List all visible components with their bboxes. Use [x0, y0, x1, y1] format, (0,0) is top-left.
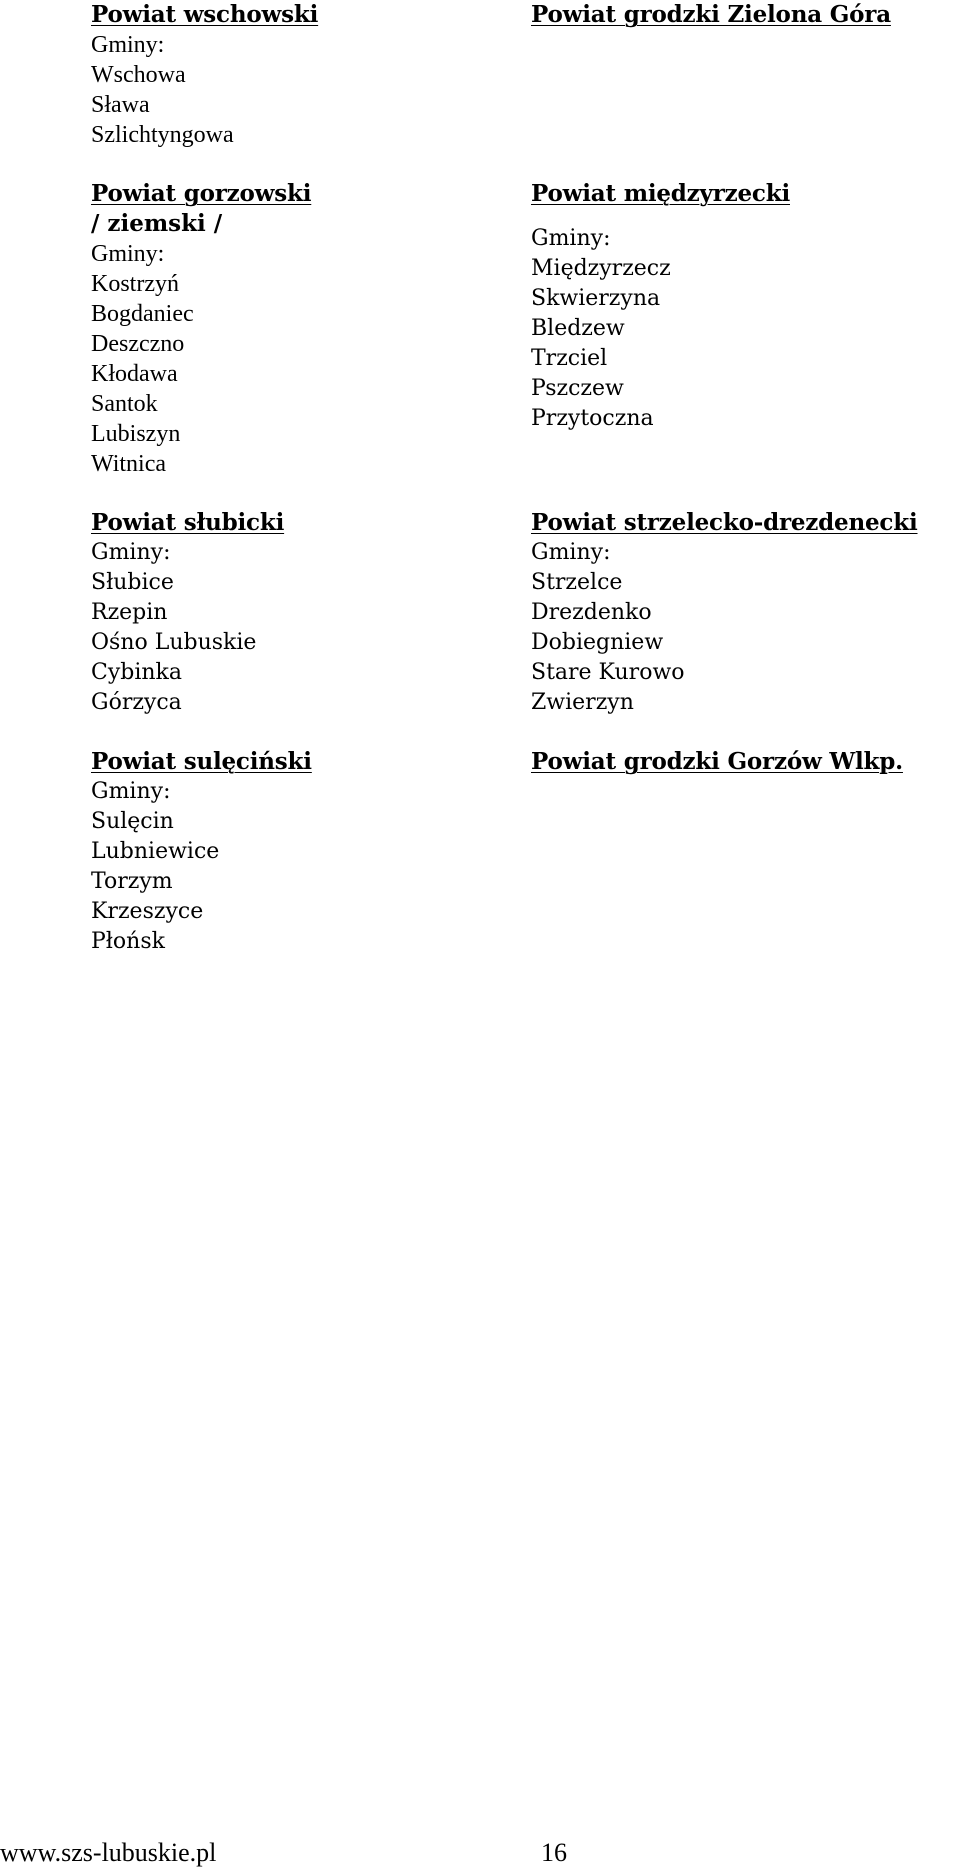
gmina-item: Szlichtyngowa — [91, 122, 234, 148]
section-spacer — [531, 718, 956, 747]
section-heading: Powiat grodzki Gorzów Wlkp. — [531, 748, 903, 775]
gmina-item: Lubiszyn — [91, 421, 181, 447]
section-heading: Powiat słubicki — [91, 509, 285, 536]
section-heading-continuation: / ziemski / — [91, 210, 223, 237]
gmina-item: Santok — [91, 391, 158, 417]
gmina-item: Dobiegniew — [531, 630, 664, 655]
gmina-item: Wschowa — [91, 62, 186, 88]
section-spacer — [91, 479, 511, 508]
section-spacer — [531, 434, 956, 508]
page-number: 16 — [541, 1838, 567, 1867]
section-heading: Powiat grodzki Zielona Góra — [531, 1, 891, 28]
section-heading: Powiat międzyrzecki — [531, 180, 790, 207]
gmina-item: Lubniewice — [91, 839, 220, 864]
section-powiat-slubicki — [91, 508, 511, 718]
gmina-item: Sława — [91, 92, 150, 118]
section-spacer — [531, 30, 956, 179]
section-spacer — [91, 150, 511, 179]
gmina-item: Witnica — [91, 451, 166, 477]
gmina-item: Pszczew — [531, 376, 624, 401]
section-spacer — [91, 718, 511, 747]
gminy-label: Gminy: — [91, 241, 165, 267]
gmina-item: Skwierzyna — [531, 286, 661, 311]
gmina-item: Stare Kurowo — [531, 660, 685, 685]
gmina-item: Kostrzyń — [91, 271, 179, 297]
section-powiat-grodzki-gorzow — [531, 747, 956, 777]
gmina-item: Trzciel — [531, 346, 608, 371]
section-powiat-miedzyrzecki — [531, 179, 956, 434]
section-powiat-sulecinski — [91, 747, 511, 957]
gmina-item: Drezdenko — [531, 600, 652, 625]
section-heading: Powiat strzelecko-drezdenecki — [531, 509, 918, 536]
section-powiat-gorzowski — [91, 179, 511, 479]
gmina-item: Cybinka — [91, 660, 182, 685]
right-column — [531, 0, 956, 777]
left-column — [91, 0, 511, 957]
gmina-item: Deszczno — [91, 331, 185, 357]
gminy-label: Gminy: — [531, 540, 611, 565]
gmina-item: Bledzew — [531, 316, 625, 341]
gmina-item: Górzyca — [91, 690, 182, 715]
section-powiat-strzelecko-drezdenecki — [531, 508, 956, 718]
section-heading: Powiat sulęciński — [91, 748, 312, 775]
gmina-item: Bogdaniec — [91, 301, 194, 327]
gmina-item: Przytoczna — [531, 406, 654, 431]
gmina-item: Kłodawa — [91, 361, 178, 387]
gmina-item: Międzyrzecz — [531, 256, 671, 281]
gmina-item: Sulęcin — [91, 809, 174, 834]
gmina-item: Ośno Lubuskie — [91, 630, 257, 655]
gminy-label: Gminy: — [91, 540, 171, 565]
gmina-item: Rzepin — [91, 600, 168, 625]
gmina-item: Zwierzyn — [531, 690, 634, 715]
section-powiat-wschowski — [91, 0, 511, 150]
page-footer — [0, 1838, 960, 1868]
gminy-label: Gminy: — [91, 779, 171, 804]
section-heading: Powiat gorzowski — [91, 180, 312, 207]
gmina-item: Strzelce — [531, 570, 623, 595]
section-heading: Powiat wschowski — [91, 1, 319, 28]
heading-spacer — [531, 209, 956, 224]
gmina-item: Krzeszyce — [91, 899, 204, 924]
gminy-label: Gminy: — [531, 226, 611, 251]
gmina-item: Słubice — [91, 570, 174, 595]
gmina-item: Torzym — [91, 869, 173, 894]
footer-url: www.szs-lubuskie.pl — [0, 1838, 217, 1867]
gmina-item: Płońsk — [91, 929, 165, 954]
section-powiat-grodzki-zielona-gora — [531, 0, 956, 30]
gminy-label: Gminy: — [91, 32, 165, 58]
